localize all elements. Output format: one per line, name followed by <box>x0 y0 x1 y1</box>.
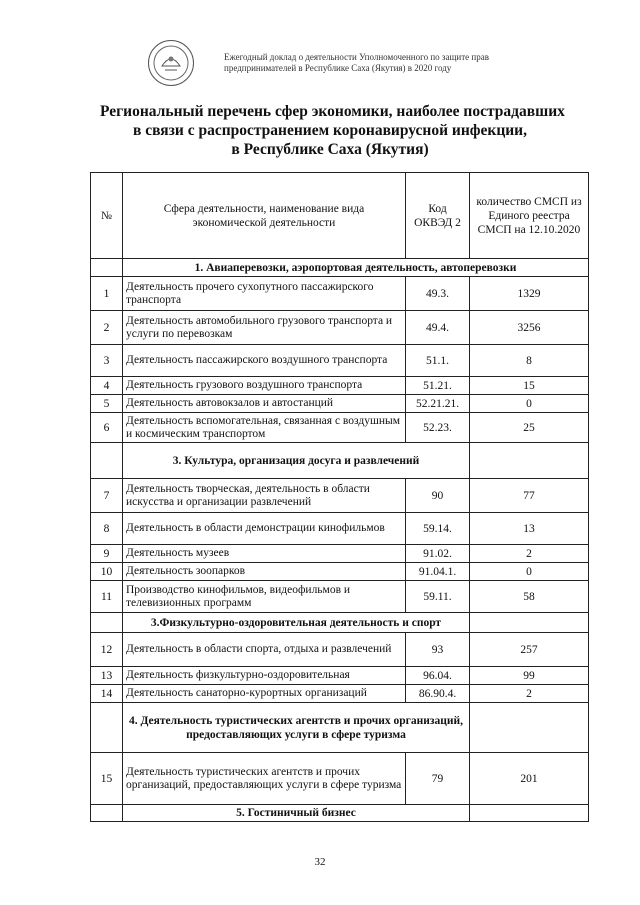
section-row <box>91 703 589 753</box>
section-count-cell <box>470 443 589 479</box>
section-count-cell <box>470 613 589 633</box>
header-count: количество СМСП из Единого реестра СМСП на 12.10.2020 <box>470 173 589 259</box>
section-title: 1. Авиаперевозки, аэропортовая деятельность, автоперевозки <box>123 259 589 277</box>
header-line-2: предпринимателей в Республике Саха (Якутия) в 2020 году <box>224 63 452 73</box>
table-header-row <box>91 173 589 259</box>
activity-cell: Деятельность творческая, деятельность в области искусства и организации развлечений <box>123 479 406 513</box>
coat-of-arms-icon <box>148 40 194 86</box>
row-number: 8 <box>91 513 123 545</box>
section-title: 3.Физкультурно-оздоровительная деятельность и спорт <box>123 613 470 633</box>
okved-code-cell: 49.4. <box>406 311 470 345</box>
okved-code-cell: 91.04.1. <box>406 563 470 581</box>
section-count-cell <box>470 805 589 822</box>
smsp-count-cell: 25 <box>470 413 589 443</box>
activity-cell: Деятельность автомобильного грузового транспорта и услуги по перевозкам <box>123 311 406 345</box>
row-number: 14 <box>91 685 123 703</box>
okved-code-cell: 79 <box>406 753 470 805</box>
table-row <box>91 277 589 311</box>
row-number: 6 <box>91 413 123 443</box>
section-title: 3. Культура, организация досуга и развлечений <box>123 443 470 479</box>
okved-code-cell: 93 <box>406 633 470 667</box>
smsp-count-cell: 0 <box>470 395 589 413</box>
section-num-cell <box>91 613 123 633</box>
row-number: 9 <box>91 545 123 563</box>
section-num-cell <box>91 259 123 277</box>
header-text <box>224 52 489 74</box>
okved-code-cell: 51.21. <box>406 377 470 395</box>
activity-cell: Деятельность в области демонстрации кинофильмов <box>123 513 406 545</box>
okved-code-cell: 91.02. <box>406 545 470 563</box>
table-row <box>91 479 589 513</box>
row-number: 7 <box>91 479 123 513</box>
page-number: 32 <box>314 856 326 868</box>
smsp-count-cell: 58 <box>470 581 589 613</box>
okved-code-cell: 52.23. <box>406 413 470 443</box>
title-line-2: в связи с распространением коронавирусной инфекции, <box>132 122 527 139</box>
row-number: 1 <box>91 277 123 311</box>
row-number: 4 <box>91 377 123 395</box>
header-num: № <box>91 173 123 259</box>
activity-cell: Производство кинофильмов, видеофильмов и телевизионных программ <box>123 581 406 613</box>
sectors-table <box>90 172 589 822</box>
smsp-count-cell: 99 <box>470 667 589 685</box>
smsp-count-cell: 77 <box>470 479 589 513</box>
table-row <box>91 413 589 443</box>
header-activity: Сфера деятельности, наименование вида экономической деятельности <box>123 173 406 259</box>
activity-cell: Деятельность туристических агентств и прочих организаций, предоставляющих услуги в сфере туризма <box>123 753 406 805</box>
smsp-count-cell: 3256 <box>470 311 589 345</box>
okved-code-cell: 49.3. <box>406 277 470 311</box>
smsp-count-cell: 8 <box>470 345 589 377</box>
table-body <box>91 259 589 822</box>
activity-cell: Деятельность музеев <box>123 545 406 563</box>
okved-code-cell: 86.90.4. <box>406 685 470 703</box>
header-code: Код ОКВЭД 2 <box>406 173 470 259</box>
section-num-cell <box>91 805 123 822</box>
title-line-3: в Республике Саха (Якутия) <box>231 141 429 158</box>
activity-cell: Деятельность зоопарков <box>123 563 406 581</box>
row-number: 13 <box>91 667 123 685</box>
activity-cell: Деятельность пассажирского воздушного транспорта <box>123 345 406 377</box>
activity-cell: Деятельность физкультурно-оздоровительная <box>123 667 406 685</box>
smsp-count-cell: 2 <box>470 545 589 563</box>
table-row <box>91 345 589 377</box>
activity-cell: Деятельность прочего сухопутного пассажирского транспорта <box>123 277 406 311</box>
section-title: 4. Деятельность туристических агентств и прочих организаций, предоставляющих услуги в сфере туризма <box>123 703 470 753</box>
section-count-cell <box>470 703 589 753</box>
row-number: 15 <box>91 753 123 805</box>
row-number: 10 <box>91 563 123 581</box>
table-row <box>91 545 589 563</box>
document-header <box>148 40 588 86</box>
table-row <box>91 581 589 613</box>
okved-code-cell: 59.11. <box>406 581 470 613</box>
section-row <box>91 259 589 277</box>
table-row <box>91 513 589 545</box>
smsp-count-cell: 1329 <box>470 277 589 311</box>
table-row <box>91 311 589 345</box>
table-row <box>91 563 589 581</box>
table-row <box>91 395 589 413</box>
smsp-count-cell: 15 <box>470 377 589 395</box>
row-number: 11 <box>91 581 123 613</box>
smsp-count-cell: 257 <box>470 633 589 667</box>
activity-cell: Деятельность в области спорта, отдыха и развлечений <box>123 633 406 667</box>
page-title <box>100 102 565 159</box>
okved-code-cell: 59.14. <box>406 513 470 545</box>
section-row <box>91 613 589 633</box>
activity-cell: Деятельность грузового воздушного транспорта <box>123 377 406 395</box>
smsp-count-cell: 13 <box>470 513 589 545</box>
okved-code-cell: 51.1. <box>406 345 470 377</box>
activity-cell: Деятельность санаторно-курортных организаций <box>123 685 406 703</box>
section-title: 5. Гостиничный бизнес <box>123 805 470 822</box>
smsp-count-cell: 0 <box>470 563 589 581</box>
activity-cell: Деятельность автовокзалов и автостанций <box>123 395 406 413</box>
smsp-count-cell: 201 <box>470 753 589 805</box>
table-row <box>91 753 589 805</box>
section-num-cell <box>91 703 123 753</box>
okved-code-cell: 90 <box>406 479 470 513</box>
table-row <box>91 685 589 703</box>
activity-cell: Деятельность вспомогательная, связанная с воздушным и космическим транспортом <box>123 413 406 443</box>
table-row <box>91 377 589 395</box>
header-line-1: Ежегодный доклад о деятельности Уполномоченного по защите прав <box>224 52 489 62</box>
row-number: 2 <box>91 311 123 345</box>
section-num-cell <box>91 443 123 479</box>
smsp-count-cell: 2 <box>470 685 589 703</box>
row-number: 12 <box>91 633 123 667</box>
okved-code-cell: 96.04. <box>406 667 470 685</box>
table-row <box>91 633 589 667</box>
section-row <box>91 443 589 479</box>
table-row <box>91 667 589 685</box>
title-line-1: Региональный перечень сфер экономики, наиболее пострадавших <box>100 103 565 120</box>
okved-code-cell: 52.21.21. <box>406 395 470 413</box>
row-number: 5 <box>91 395 123 413</box>
section-row <box>91 805 589 822</box>
row-number: 3 <box>91 345 123 377</box>
